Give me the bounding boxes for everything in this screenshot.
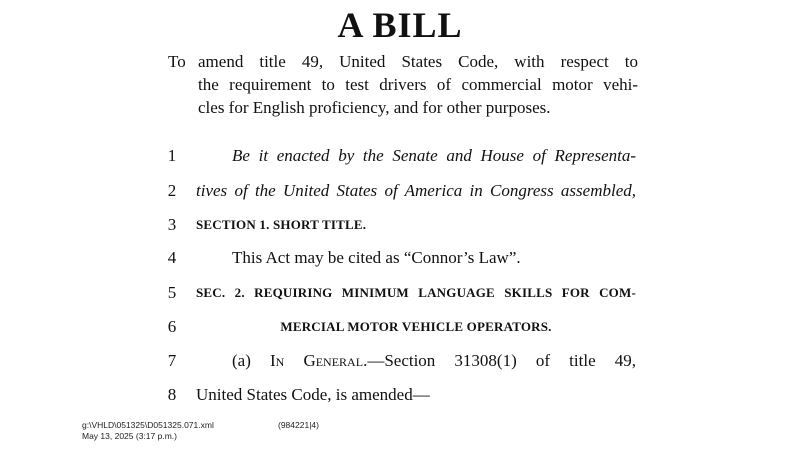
line-number: 3 bbox=[167, 215, 177, 234]
line-number: 5 bbox=[167, 283, 177, 302]
line-number: 4 bbox=[167, 248, 177, 267]
bill-line bbox=[0, 383, 800, 407]
line-text: Be it enacted by the Senate and House of Representa- bbox=[232, 146, 636, 165]
section-heading: SEC. 2. REQUIRING MINIMUM LANGUAGE SKILLS FOR COM- bbox=[196, 285, 636, 300]
line-text: tives of the United States of America in Congress assembled, bbox=[196, 181, 636, 200]
subsection-heading: In General bbox=[270, 351, 364, 370]
bill-title: A BILL bbox=[337, 5, 463, 45]
bill-line bbox=[0, 144, 800, 168]
purpose-line: amend title 49, United States Code, with respect to bbox=[198, 52, 638, 71]
bill-line bbox=[0, 315, 800, 339]
line-text: United States Code, is amended— bbox=[196, 385, 430, 404]
purpose-text bbox=[198, 50, 638, 119]
footer-code: (984221|4) bbox=[278, 420, 319, 430]
line-number: 6 bbox=[167, 317, 177, 336]
subsection-text: .—Section 31308(1) of title 49, bbox=[363, 351, 636, 370]
line-text bbox=[196, 349, 636, 373]
footer-date: May 13, 2025 (3:17 p.m.) bbox=[82, 431, 177, 441]
purpose-line: the requirement to test drivers of commercial motor vehi- bbox=[198, 75, 638, 94]
section-heading: SECTION 1. SHORT TITLE. bbox=[196, 217, 367, 232]
bill-line bbox=[0, 179, 800, 203]
bill-line bbox=[0, 213, 800, 237]
purpose-line: cles for English proficiency, and for other purposes. bbox=[198, 98, 551, 117]
line-number: 1 bbox=[167, 146, 177, 165]
line-number: 8 bbox=[167, 385, 177, 404]
footer-path: g:\VHLD\051325\D051325.071.xml bbox=[82, 420, 214, 430]
bill-line bbox=[0, 281, 800, 305]
line-text: This Act may be cited as “Connor’s Law”. bbox=[232, 248, 521, 267]
footer-file-info bbox=[82, 420, 214, 442]
line-number: 7 bbox=[167, 351, 177, 370]
bill-line bbox=[0, 349, 800, 373]
subsection-label: (a) bbox=[232, 351, 270, 370]
bill-line bbox=[0, 246, 800, 270]
section-heading: MERCIAL MOTOR VEHICLE OPERATORS. bbox=[280, 319, 552, 334]
purpose-lead: To bbox=[168, 52, 186, 71]
line-number: 2 bbox=[167, 181, 177, 200]
